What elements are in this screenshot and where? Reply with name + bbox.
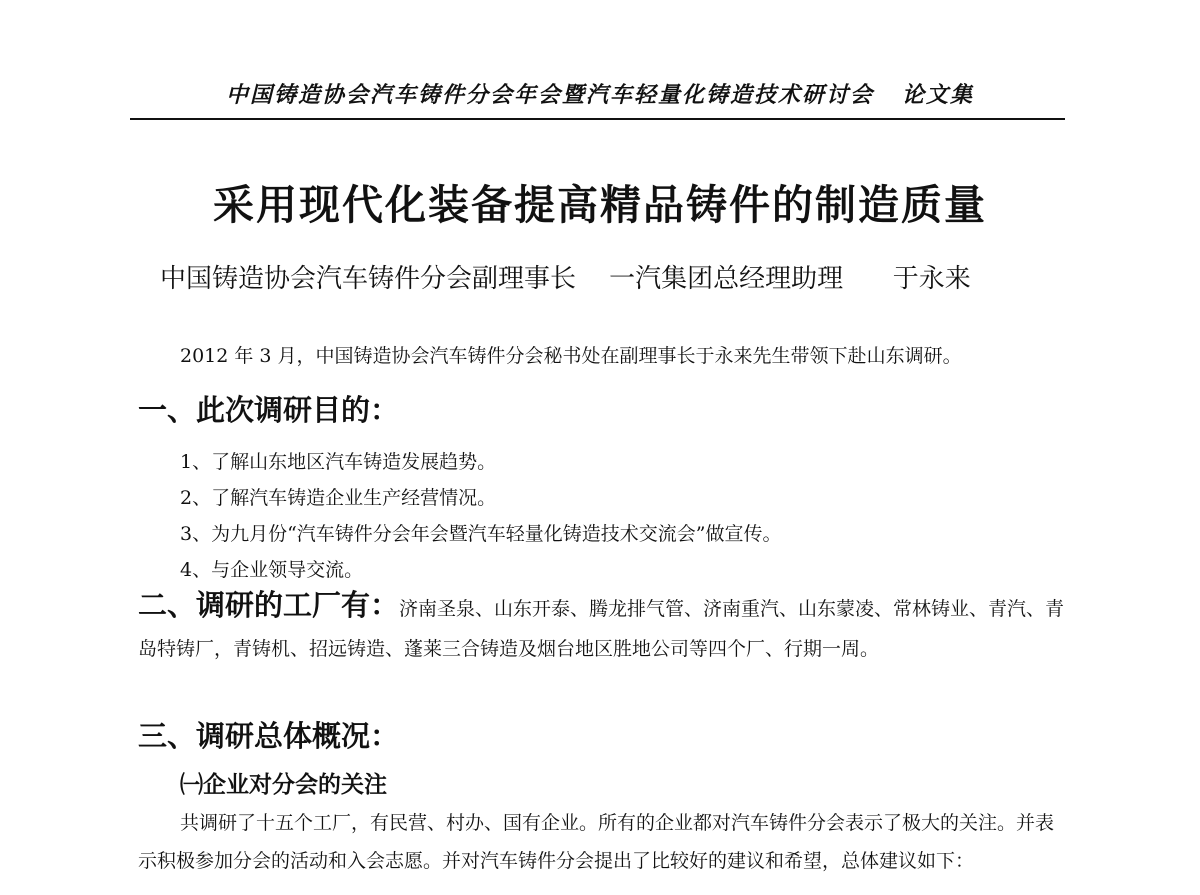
section-3-paragraph: 共调研了十五个工厂，有民营、村办、国有企业。所有的企业都对汽车铸件分会表示了极大的关注。并表示积极参加分会的活动和入会志愿。并对汽车铸件分会提出了比较好的建议和希望，总体建议如下： bbox=[138, 812, 1055, 872]
header-rule bbox=[130, 118, 1065, 120]
running-header bbox=[0, 78, 1200, 109]
author-name: 于永来 bbox=[892, 264, 971, 294]
intro-paragraph: 2012 年 3 月，中国铸造协会汽车铸件分会秘书处在副理事长于永来先生带领下赴山东调研。 bbox=[180, 345, 962, 367]
list-item: 2、了解汽车铸造企业生产经营情况。 bbox=[180, 487, 497, 509]
article-title: 采用现代化装备提高精品铸件的制造质量 bbox=[213, 181, 987, 229]
section-2 bbox=[138, 585, 1068, 669]
section-2-text: 济南圣泉、山东开泰、腾龙排气管、济南重汽、山东蒙凌、常林铸业、青汽、青岛特铸厂，青铸机、招远铸造、蓬莱三合铸造及烟台地区胜地公司等四个厂、行期一周。 bbox=[138, 598, 1065, 660]
list-item: 4、与企业领导交流。 bbox=[180, 559, 364, 581]
journal-name: 论文集 bbox=[902, 83, 975, 108]
section-3-heading: 三、调研总体概况： bbox=[138, 719, 400, 753]
conference-name: 中国铸造协会汽车铸件分会年会暨汽车轻量化铸造技术研讨会 bbox=[225, 83, 874, 108]
author-role-2: 一汽集团总经理助理 bbox=[609, 264, 844, 294]
list-item: 3、为九月份“汽车铸件分会年会暨汽车轻量化铸造技术交流会”做宣传。 bbox=[180, 523, 782, 545]
purpose-list bbox=[180, 444, 782, 588]
section-1-heading: 一、此次调研目的： bbox=[138, 393, 400, 427]
byline bbox=[160, 258, 971, 295]
section-3-subheading: ㈠企业对分会的关注 bbox=[180, 771, 387, 798]
list-item: 1、了解山东地区汽车铸造发展趋势。 bbox=[180, 451, 497, 473]
section-2-heading: 二、调研的工厂有： bbox=[138, 588, 400, 622]
author-role-1: 中国铸造协会汽车铸件分会副理事长 bbox=[160, 264, 577, 294]
